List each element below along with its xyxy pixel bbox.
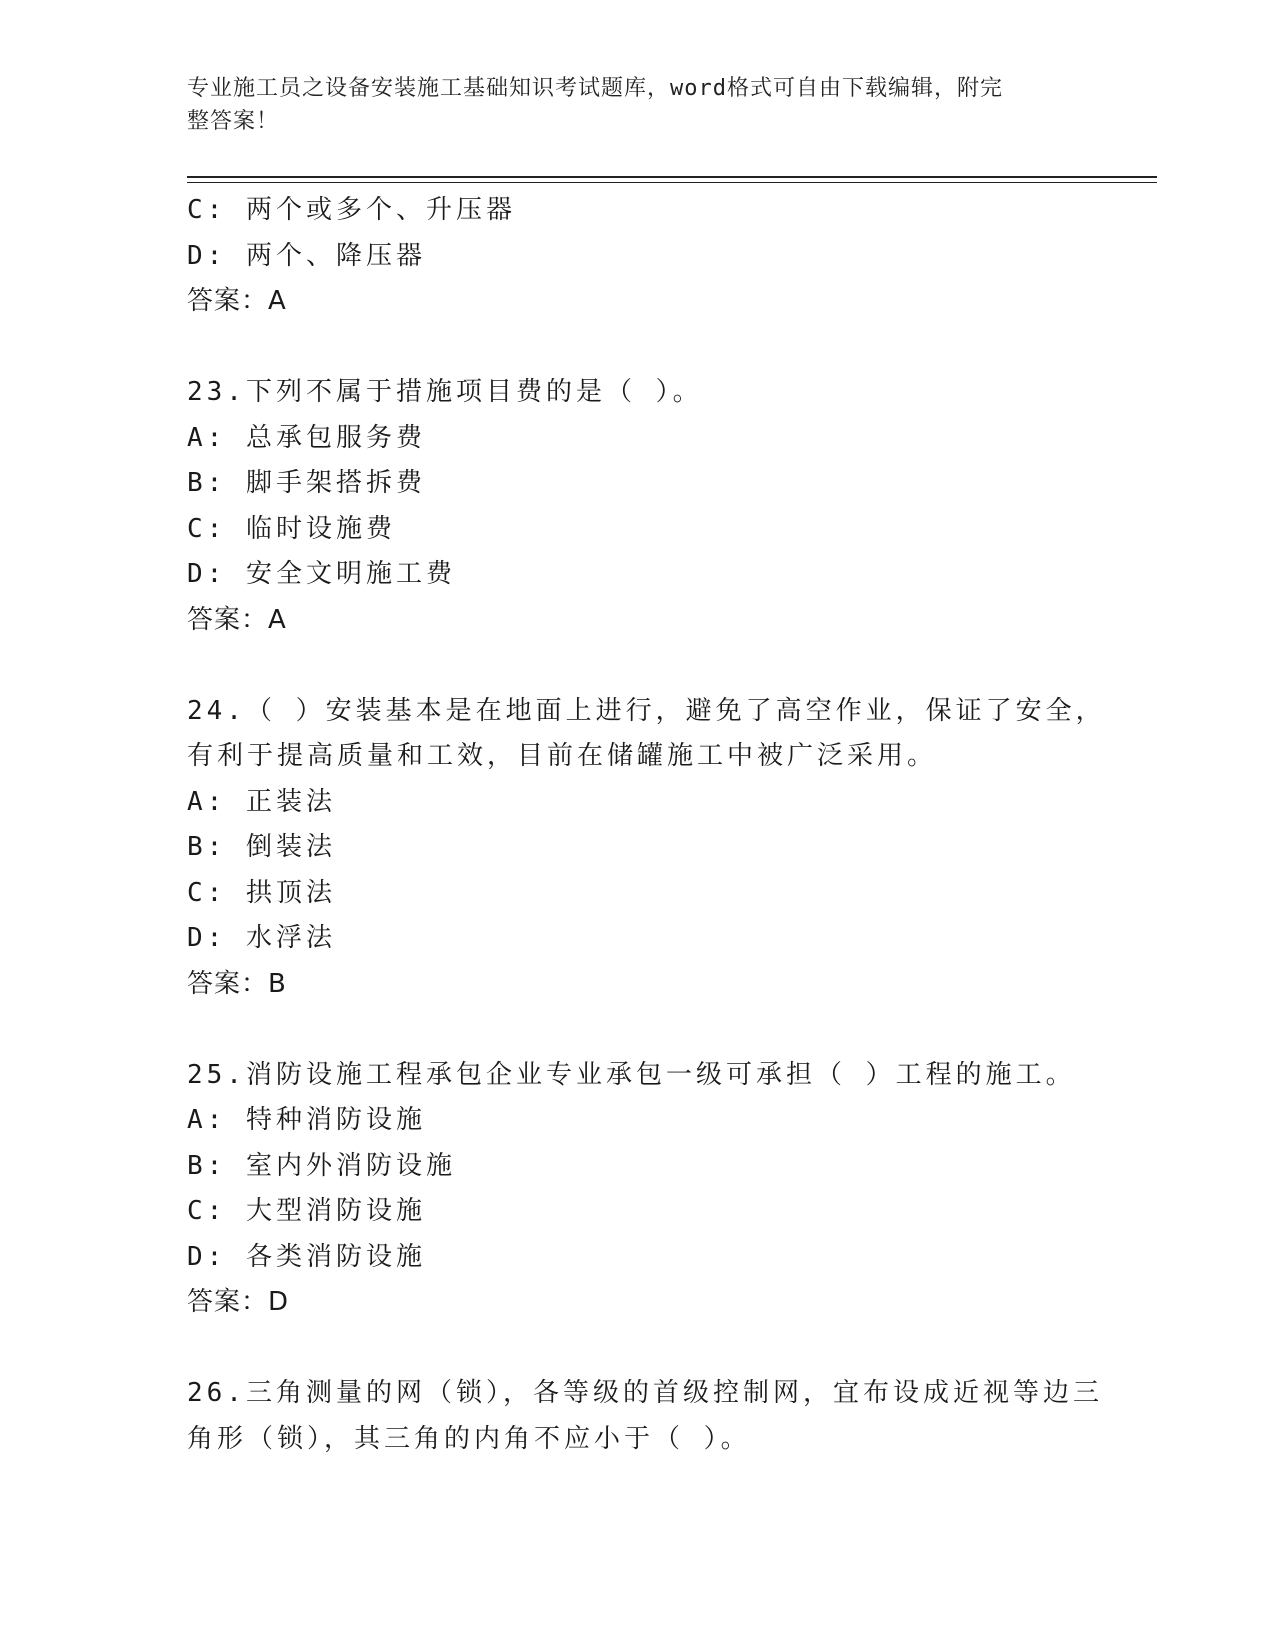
question-22-continued [187, 188, 1157, 325]
document-page [187, 0, 1157, 1650]
question-26 [187, 1371, 1157, 1462]
q24-option-d: D: 水浮法 [187, 923, 336, 953]
page-header [187, 72, 1087, 138]
q23-answer: 答案：A [187, 604, 287, 635]
q23-option-b: B: 脚手架搭拆费 [187, 468, 426, 498]
q25-option-d: D: 各类消防设施 [187, 1241, 426, 1272]
question-23 [187, 370, 1157, 643]
q22-option-c: C: 两个或多个、升压器 [187, 195, 516, 225]
q23-stem: 23.下列不属于措施项目费的是（ ）。 [187, 377, 703, 407]
q23-option-d: D: 安全文明施工费 [187, 559, 456, 589]
spacer [187, 643, 1157, 689]
q25-option-a: A: 特种消防设施 [187, 1105, 426, 1135]
q26-stem-line-2: 角形（锁），其三角的内角不应小于（ ）。 [187, 1423, 751, 1454]
q25-option-c: C: 大型消防设施 [187, 1196, 426, 1226]
q25-answer: 答案：D [187, 1287, 290, 1317]
header-line-2: 整答案！ [187, 109, 280, 134]
q24-stem-line-2: 有利于提高质量和工效，目前在储罐施工中被广泛采用。 [187, 741, 938, 771]
q23-option-a: A: 总承包服务费 [187, 422, 426, 453]
spacer [187, 1326, 1157, 1372]
q24-option-c: C: 拱顶法 [187, 877, 336, 908]
q24-option-b: B: 倒装法 [187, 832, 336, 862]
q25-option-b: B: 室内外消防设施 [187, 1150, 456, 1181]
q26-stem-line-1: 26.三角测量的网（锁），各等级的首级控制网，宜布设成近视等边三 [187, 1378, 1103, 1408]
question-24 [187, 689, 1157, 1008]
q22-answer: 答案：A [187, 286, 287, 316]
q24-answer: 答案：B [187, 968, 287, 999]
spacer [187, 325, 1157, 371]
header-rule-thin [187, 182, 1157, 183]
q24-option-a: A: 正装法 [187, 786, 336, 817]
q24-stem-line-1: 24.（ ）安装基本是在地面上进行，避免了高空作业，保证了安全， [187, 695, 1106, 726]
header-line-1: 专业施工员之设备安装施工基础知识考试题库，word格式可自由下载编辑，附完 [187, 76, 1003, 101]
q25-stem: 25.消防设施工程承包企业专业承包一级可承担（ ）工程的施工。 [187, 1059, 1076, 1090]
q23-option-c: C: 临时设施费 [187, 513, 396, 544]
question-25 [187, 1053, 1157, 1326]
header-rule-thick [187, 176, 1157, 178]
q22-option-d: D: 两个、降压器 [187, 240, 426, 271]
question-content [187, 188, 1157, 1462]
spacer [187, 1007, 1157, 1053]
